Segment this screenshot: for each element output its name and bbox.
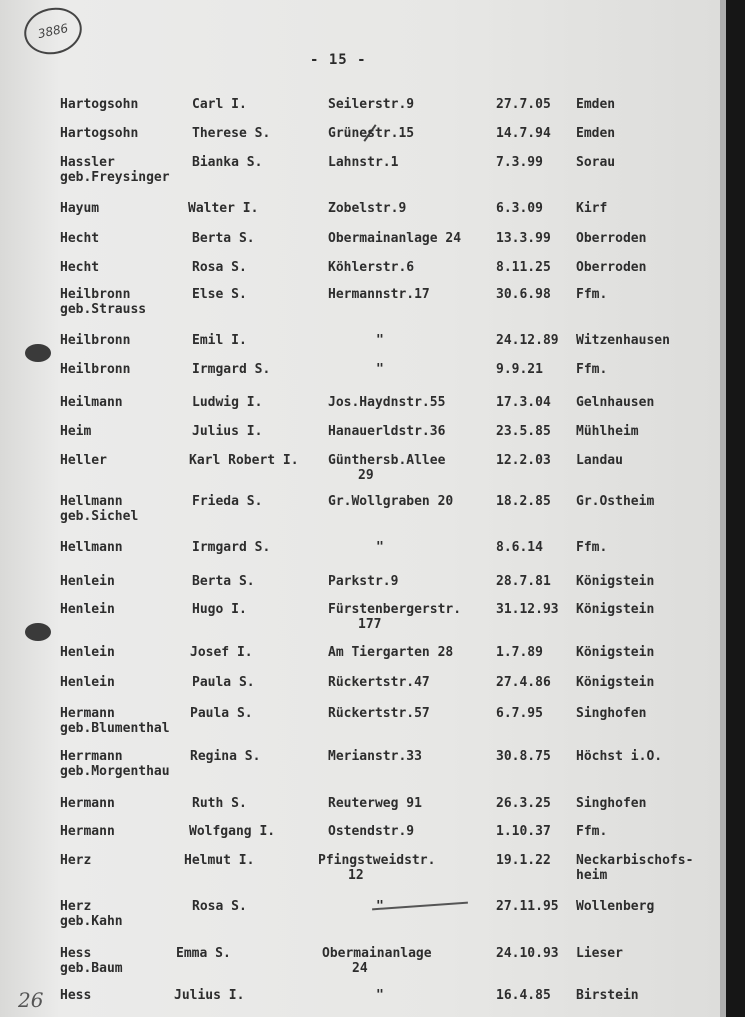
place-cell: Singhofen — [576, 796, 647, 811]
place-cell: Ffm. — [576, 362, 608, 377]
given-cell: Carl I. — [192, 97, 247, 112]
birth-cell: 7.3.99 — [496, 155, 543, 170]
birth-cell: 27.4.86 — [496, 675, 551, 690]
surname-cell: Herz — [60, 853, 92, 868]
surname-cell: geb.Morgenthau — [60, 764, 170, 779]
street-cell: 177 — [358, 617, 382, 632]
surname-cell: Henlein — [60, 574, 115, 589]
place-cell: Gelnhausen — [576, 395, 655, 410]
given-cell: Julius I. — [192, 424, 263, 439]
given-cell: Karl Robert I. — [189, 453, 299, 468]
surname-cell: Hartogsohn — [60, 97, 139, 112]
place-cell: Höchst i.O. — [576, 749, 663, 764]
surname-cell: Heilmann — [60, 395, 123, 410]
birth-cell: 1.7.89 — [496, 645, 543, 660]
place-cell: Lieser — [576, 946, 623, 961]
place-cell: Birstein — [576, 988, 639, 1003]
given-cell: Emil I. — [192, 333, 247, 348]
street-cell: Reuterweg 91 — [328, 796, 422, 811]
place-cell: Emden — [576, 126, 616, 141]
place-cell: Königstein — [576, 602, 655, 617]
surname-cell: Heller — [60, 453, 107, 468]
given-cell: Josef I. — [190, 645, 253, 660]
given-cell: Julius I. — [174, 988, 245, 1003]
surname-cell: Hecht — [60, 260, 100, 275]
place-cell: heim — [576, 868, 608, 883]
surname-cell: Heilbronn — [60, 333, 131, 348]
given-cell: Paula S. — [190, 706, 253, 721]
street-cell: " — [376, 540, 384, 555]
street-cell: Hermannstr.17 — [328, 287, 430, 302]
birth-cell: 24.10.93 — [496, 946, 559, 961]
street-cell: Lahnstr.1 — [328, 155, 399, 170]
street-cell: Merianstr.33 — [328, 749, 422, 764]
place-cell: Neckarbischofs- — [576, 853, 694, 868]
street-cell: " — [376, 899, 384, 914]
place-cell: Königstein — [576, 675, 655, 690]
street-cell: Ostendstr.9 — [328, 824, 415, 839]
birth-cell: 19.1.22 — [496, 853, 551, 868]
given-cell: Bianka S. — [192, 155, 263, 170]
given-cell: Emma S. — [176, 946, 231, 961]
place-cell: Sorau — [576, 155, 616, 170]
street-cell: Obermainanlage 24 — [328, 231, 462, 246]
birth-cell: 27.11.95 — [496, 899, 559, 914]
birth-cell: 31.12.93 — [496, 602, 559, 617]
place-cell: Ffm. — [576, 540, 608, 555]
place-cell: Königstein — [576, 645, 655, 660]
street-cell: Grünestr.15 — [328, 126, 415, 141]
birth-cell: 17.3.04 — [496, 395, 551, 410]
given-cell: Therese S. — [192, 126, 271, 141]
birth-cell: 12.2.03 — [496, 453, 551, 468]
place-cell: Gr.Ostheim — [576, 494, 655, 509]
place-cell: Ffm. — [576, 287, 608, 302]
given-cell: Berta S. — [192, 574, 255, 589]
surname-cell: Hassler — [60, 155, 115, 170]
given-cell: Else S. — [192, 287, 247, 302]
birth-cell: 27.7.05 — [496, 97, 551, 112]
street-cell: " — [376, 362, 384, 377]
given-cell: Ruth S. — [192, 796, 247, 811]
street-cell: Hanauerldstr.36 — [328, 424, 446, 439]
surname-cell: Hellmann — [60, 540, 123, 555]
surname-cell: Henlein — [60, 645, 115, 660]
place-cell: Ffm. — [576, 824, 608, 839]
birth-cell: 8.6.14 — [496, 540, 543, 555]
scan-edge — [726, 0, 745, 1017]
corner-note: 26 — [18, 988, 44, 1012]
given-cell: Irmgard S. — [192, 540, 271, 555]
given-cell: Rosa S. — [192, 260, 247, 275]
punch-hole — [25, 344, 51, 362]
surname-cell: Hermann — [60, 706, 115, 721]
birth-cell: 14.7.94 — [496, 126, 551, 141]
given-cell: Berta S. — [192, 231, 255, 246]
street-cell: Am Tiergarten 28 — [328, 645, 454, 660]
street-cell: Seilerstr.9 — [328, 97, 415, 112]
street-cell: Zobelstr.9 — [328, 201, 407, 216]
street-cell: 29 — [358, 468, 374, 483]
given-cell: Walter I. — [188, 201, 259, 216]
birth-cell: 23.5.85 — [496, 424, 551, 439]
surname-cell: Herrmann — [60, 749, 123, 764]
street-cell: Parkstr.9 — [328, 574, 399, 589]
place-cell: Kirf — [576, 201, 608, 216]
surname-cell: Heilbronn — [60, 362, 131, 377]
surname-cell: geb.Strauss — [60, 302, 147, 317]
street-cell: Rückertstr.57 — [328, 706, 430, 721]
birth-cell: 13.3.99 — [496, 231, 551, 246]
birth-cell: 6.7.95 — [496, 706, 543, 721]
given-cell: Helmut I. — [184, 853, 255, 868]
given-cell: Rosa S. — [192, 899, 247, 914]
surname-cell: Henlein — [60, 602, 115, 617]
surname-cell: Hayum — [60, 201, 100, 216]
place-cell: Königstein — [576, 574, 655, 589]
pencil-mark — [372, 902, 468, 911]
given-cell: Hugo I. — [192, 602, 247, 617]
surname-cell: geb.Blumenthal — [60, 721, 170, 736]
birth-cell: 6.3.09 — [496, 201, 543, 216]
page-number: - 15 - — [310, 52, 367, 68]
street-cell: Rückertstr.47 — [328, 675, 430, 690]
surname-cell: Hermann — [60, 824, 115, 839]
place-cell: Singhofen — [576, 706, 647, 721]
surname-cell: Hellmann — [60, 494, 123, 509]
birth-cell: 18.2.85 — [496, 494, 551, 509]
place-cell: Oberroden — [576, 260, 647, 275]
birth-cell: 28.7.81 — [496, 574, 551, 589]
surname-cell: Hartogsohn — [60, 126, 139, 141]
street-cell: " — [376, 988, 384, 1003]
surname-cell: geb.Sichel — [60, 509, 139, 524]
birth-cell: 26.3.25 — [496, 796, 551, 811]
birth-cell: 16.4.85 — [496, 988, 551, 1003]
surname-cell: Hermann — [60, 796, 115, 811]
street-cell: Fürstenbergerstr. — [328, 602, 462, 617]
given-cell: Wolfgang I. — [189, 824, 276, 839]
surname-cell: Heilbronn — [60, 287, 131, 302]
street-cell: Obermainanlage — [322, 946, 432, 961]
surname-cell: geb.Kahn — [60, 914, 123, 929]
place-cell: Emden — [576, 97, 616, 112]
archive-stamp: 3886 — [20, 2, 86, 59]
birth-cell: 30.6.98 — [496, 287, 551, 302]
street-cell: Jos.Haydnstr.55 — [328, 395, 446, 410]
surname-cell: Heim — [60, 424, 92, 439]
given-cell: Ludwig I. — [192, 395, 263, 410]
surname-cell: Hess — [60, 988, 92, 1003]
street-cell: Köhlerstr.6 — [328, 260, 415, 275]
street-cell: " — [376, 333, 384, 348]
given-cell: Regina S. — [190, 749, 261, 764]
surname-cell: Hecht — [60, 231, 100, 246]
birth-cell: 8.11.25 — [496, 260, 551, 275]
punch-hole — [25, 623, 51, 641]
surname-cell: Herz — [60, 899, 92, 914]
place-cell: Landau — [576, 453, 623, 468]
birth-cell: 24.12.89 — [496, 333, 559, 348]
street-cell: 24 — [352, 961, 368, 976]
birth-cell: 30.8.75 — [496, 749, 551, 764]
surname-cell: Henlein — [60, 675, 115, 690]
street-cell: 12 — [348, 868, 364, 883]
birth-cell: 1.10.37 — [496, 824, 551, 839]
place-cell: Mühlheim — [576, 424, 639, 439]
street-cell: Günthersb.Allee — [328, 453, 446, 468]
surname-cell: geb.Freysinger — [60, 170, 170, 185]
surname-cell: geb.Baum — [60, 961, 123, 976]
given-cell: Paula S. — [192, 675, 255, 690]
surname-cell: Hess — [60, 946, 92, 961]
place-cell: Wollenberg — [576, 899, 655, 914]
given-cell: Irmgard S. — [192, 362, 271, 377]
street-cell: Pfingstweidstr. — [318, 853, 436, 868]
birth-cell: 9.9.21 — [496, 362, 543, 377]
given-cell: Frieda S. — [192, 494, 263, 509]
place-cell: Oberroden — [576, 231, 647, 246]
place-cell: Witzenhausen — [576, 333, 670, 348]
street-cell: Gr.Wollgraben 20 — [328, 494, 454, 509]
